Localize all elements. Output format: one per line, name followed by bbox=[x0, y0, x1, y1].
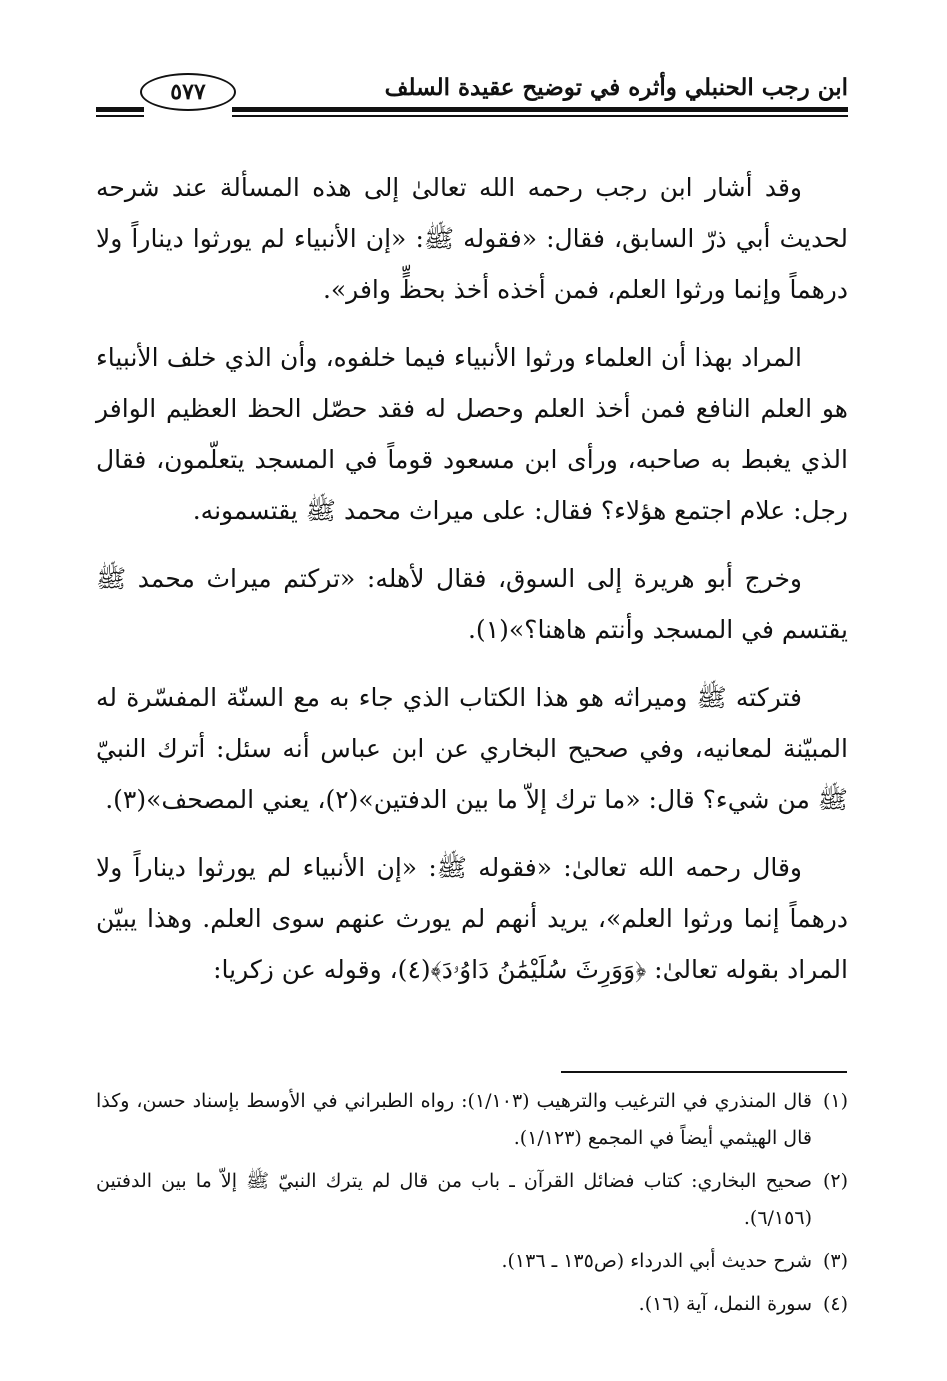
header-rule bbox=[96, 115, 144, 117]
paragraph: وخرج أبو هريرة إلى السوق، فقال لأهله: «تركتم ميراث محمد ﷺ يقتسم في المسجد وأنتم هاهنا؟»(١). bbox=[96, 564, 848, 644]
header-rule bbox=[232, 115, 848, 117]
footnote-number: (٤) bbox=[822, 1293, 848, 1315]
footnote-number: (٣) bbox=[822, 1250, 848, 1272]
page-number: ٥٧٧ bbox=[140, 73, 236, 111]
footnote bbox=[96, 1163, 848, 1237]
footnote-number: (١) bbox=[822, 1090, 848, 1112]
footnote-text: صحيح البخاري: كتاب فضائل القرآن ـ باب من قال لم يترك النبيّ ﷺ إلاّ ما بين الدفتين (٦/١٥٦). bbox=[96, 1170, 812, 1229]
running-title: ابن رجب الحنبلي وأثره في توضيح عقيدة السلف bbox=[384, 74, 848, 101]
footnote-separator bbox=[561, 1071, 847, 1073]
main-text bbox=[96, 162, 848, 1012]
footnote-text: قال المنذري في الترغيب والترهيب (١/١٠٣): رواه الطبراني في الأوسط بإسناد حسن، وكذا قال الهيثمي أيضاً في المجمع (١/١٢٣). bbox=[96, 1090, 812, 1149]
paragraph: فتركته ﷺ وميراثه هو هذا الكتاب الذي جاء به مع السنّة المفسّرة له المبيّنة لمعانيه، وفي صحيح البخاري عن ابن عباس أنه سئل: أترك النبيّ ﷺ من شيء؟ قال: «ما ترك إلاّ ما بين الدفتين»(٢)، يعني المصحف»(٣). bbox=[96, 683, 848, 814]
footnote bbox=[96, 1286, 848, 1323]
paragraph: وقد أشار ابن رجب رحمه الله تعالىٰ إلى هذه المسألة عند شرحه لحديث أبي ذرّ السابق، فقال: «فقوله ﷺ: «إن الأنبياء لم يورثوا ديناراً ولا درهماً وإنما ورثوا العلم، فمن أخذه أخذ بحظٍّ وافر». bbox=[96, 173, 848, 304]
footnote-text: سورة النمل، آية (١٦). bbox=[638, 1293, 812, 1315]
header-rule bbox=[232, 107, 848, 112]
footnotes bbox=[96, 1083, 848, 1329]
footnote-text: شرح حديث أبي الدرداء (ص١٣٥ ـ ١٣٦). bbox=[501, 1250, 812, 1272]
footnote bbox=[96, 1243, 848, 1280]
header-rule bbox=[96, 107, 144, 112]
paragraph: المراد بهذا أن العلماء ورثوا الأنبياء فيما خلفوه، وأن الذي خلف الأنبياء هو العلم النافع فمن أخذ العلم وحصل له فقد حصّل الحظ العظيم الوافر الذي يغبط به صاحبه، ورأى ابن مسعود قوماً في المسجد يتعلّمون، فقال رجل: علام اجتمع هؤلاء؟ فقال: على ميراث محمد ﷺ يقتسمونه. bbox=[96, 343, 848, 525]
footnote bbox=[96, 1083, 848, 1157]
footnote-number: (٢) bbox=[822, 1170, 848, 1192]
paragraph: وقال رحمه الله تعالىٰ: «فقوله ﷺ: «إن الأنبياء لم يورثوا ديناراً ولا درهماً إنما ورثوا العلم»، يريد أنهم لم يورث عنهم سوى العلم. وهذا يبيّن المراد بقوله تعالىٰ: ﴿وَوَرِثَ سُلَيْمَٰنُ دَاوُۥدَ﴾(٤)، وقوله عن زكريا: bbox=[96, 853, 848, 984]
page-header bbox=[96, 68, 848, 128]
